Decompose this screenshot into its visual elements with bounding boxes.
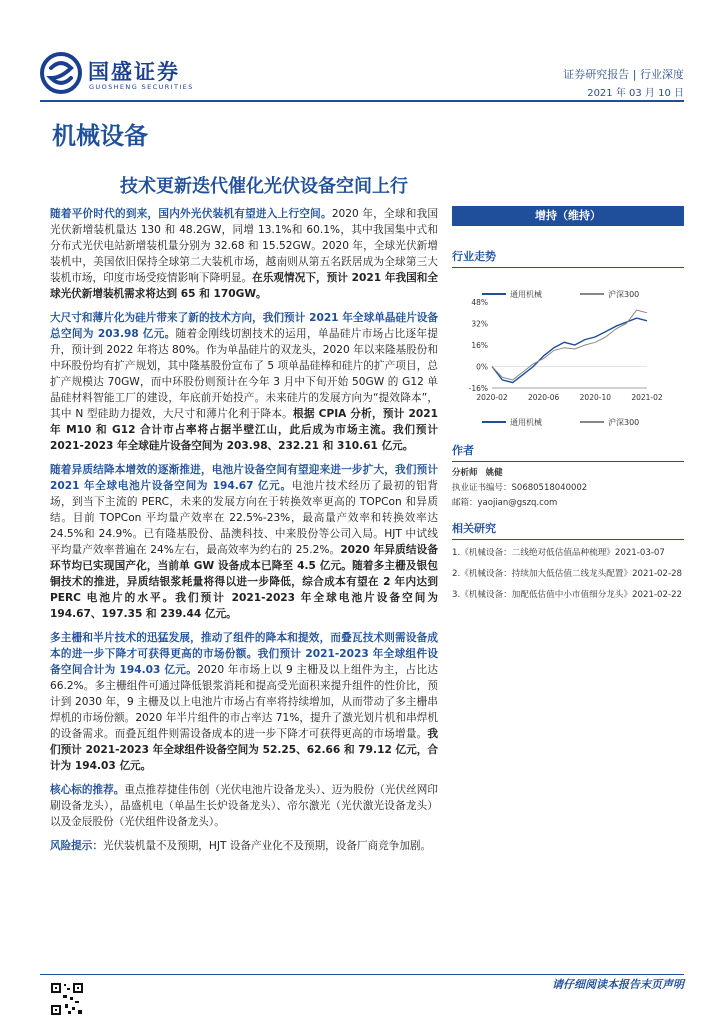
analyst-name-label: 分析师 [452, 468, 478, 478]
y-tick-label: 0% [476, 362, 488, 372]
logo [40, 50, 240, 100]
trend-section [452, 248, 684, 268]
series-line-b [492, 310, 647, 380]
related-item[interactable]: 3.《机械设备：加配低估值中小市值细分龙头》2021-02-22 [452, 590, 683, 600]
legend-label-b: 沪深300 [608, 290, 640, 299]
paragraph-5 [50, 782, 438, 830]
x-tick-label: 2020-06 [527, 393, 560, 402]
footer-divider [40, 974, 684, 975]
analyst-name-row [452, 466, 684, 481]
disclaimer-footer: 请仔细阅读本报告末页声明 [552, 978, 684, 991]
logo-name: 国盛证券 [88, 60, 180, 84]
paragraph-lead: 随着平价时代的到来，国内外光伏装机有望进入上行空间。 [50, 208, 332, 220]
y-tick-label: 16% [471, 341, 488, 350]
paragraph-tail: 在乐观情况下，预计 2021 年我国和全球光伏新增装机需求将达到 65 和 170GW。 [50, 272, 438, 300]
header-divider [40, 100, 684, 102]
paragraph-lead: 大尺寸和薄片化为硅片带来了新的技术方向，我们预计 2021 年全球单晶硅片设备总空间为 203.98 亿元。 [50, 312, 438, 340]
y-tick-label: 48% [471, 298, 488, 307]
paragraph-body: 光伏装机量不及预期，HJT 设备产业化不及预期，设备厂商竞争加剧。 [102, 840, 432, 852]
report-title: 技术更新迭代催化光伏设备空间上行 [120, 176, 408, 197]
analyst-email-row [452, 496, 684, 511]
report-type: 证券研究报告 | 行业深度 [563, 68, 684, 81]
paragraph-body: 2020 年，全球和我国光伏新增装机量达 130 和 48.2GW，同增 13.1%和 60.1%，其中我国集中式和分布式光伏电站新增装机量分别为 32.68 和 15.52GW。2020 年，全球光伏新增装机中，美国依旧保持全球第二大装机市场，越南则从第五名跃居成为全球第三大装机市场，印度市场受疫情影响下降明显。 [50, 208, 439, 284]
cert-number: S0680518040002 [511, 483, 588, 493]
paragraph-body: 重点推荐捷佳伟创（光伏电池片设备龙头）、迈为股份（光伏丝网印刷设备龙头），晶盛机电（单晶生长炉设备龙头）、帝尔激光（光伏激光设备龙头）以及金辰股份（光伏组件设备龙头）。 [50, 784, 439, 828]
trend-chart-svg [452, 288, 684, 428]
qr-code-icon [50, 982, 84, 1016]
paragraph-body: 随着金刚线切割技术的运用，单晶硅片市场占比逐年提升，预计到 2022 年将达 80%。作为单晶硅片的双龙头，2020 年以来隆基股份和中环股份均有扩产规划，其中隆基股份宣布了 5 项单晶硅棒和硅片的扩产项目，总扩产规模达 70GW，而中环股份则预计在今年 3 月中下旬开始 50GW 的 G12 单晶硅材料智能工厂的建设，年底前开始投产。未来硅片的发展方向为“提效降本”，其中 N 型硅助力提效，大尺寸和薄片化利于降本。 [50, 328, 438, 420]
industry-name: 机械设备 [52, 121, 148, 150]
legend-label-b: 沪深300 [608, 418, 640, 427]
rating-badge: 增持（维持） [452, 206, 684, 226]
logo-subtitle: GUOSHENG SECURITIES [89, 83, 194, 91]
paragraph-tail: 2020 年异质结设备环节均已实现国产化，当前单 GW 设备成本已降至 4.5 亿元。随着多主栅及银包铜技术的推进，异质结银浆耗量将得以进一步降低，综合成本有望在 2 年内达到 PERC 电池片的水平。我们预计 2021-2023 年全球电池片设备空间为 194.67、197.35 和 239.44 亿元。 [50, 544, 438, 620]
x-tick-label: 2020-10 [579, 393, 612, 402]
y-tick-label: -16% [468, 384, 488, 393]
paragraph-tail: 根据 CPIA 分析，预计 2021 年 M10 和 G12 合计市占率将占据半壁江山，此后成为市场主流。我们预计 2021-2023 年全球硅片设备空间为 203.98、232.21 和 310.61 亿元。 [50, 408, 438, 452]
report-date: 2021 年 03 月 10 日 [587, 88, 684, 99]
related-item[interactable]: 2.《机械设备：持续加大低估值二线龙头配置》2021-02-28 [452, 569, 683, 579]
paragraph-lead: 风险提示： [50, 840, 103, 852]
chart-series [492, 310, 647, 383]
legend-top [482, 289, 639, 299]
paragraph-6 [50, 838, 438, 854]
trend-chart [452, 288, 684, 428]
company-logo-icon [40, 52, 82, 94]
email-link[interactable]: yaojian@gszq.com [477, 498, 558, 508]
paragraph-body: 2020 年市场上以 9 主栅及以上组件为主，占比达 66.2%。多主栅组件可通过降低银浆消耗和提高受光面积来提升组件的性价比，预计到 2030 年，9 主栅及以上电池片市场占有率将持续增加，从而带动了多主栅串焊机的市场份额。2020 年半片组件的市占率达 71%，提升了激光划片机和串焊机的设备需求。而叠瓦组件则需设备成本的进一步下降才可获得更高的市场增量。 [50, 664, 438, 740]
paragraph-4 [50, 630, 438, 774]
related-title: 相关研究 [452, 520, 684, 540]
paragraph-lead: 核心标的推荐。 [50, 784, 125, 796]
analyst-name: 姚健 [485, 468, 503, 478]
y-tick-label: 32% [471, 319, 488, 329]
x-tick-label: 2021-02 [631, 393, 663, 402]
paragraph-2 [50, 310, 438, 454]
x-tick-label: 2020-02 [476, 393, 508, 402]
analyst-title: 作者 [452, 442, 684, 462]
trend-title: 行业走势 [452, 248, 684, 268]
paragraph-body: 电池片技术经历了最初的铝背场，到当下主流的 PERC，未来的发展方向在于转换效率更高的 TOPCon 和异质结。目前 TOPCon 平均量产效率在 22.5%-23%，最高量产效率和转换效率达 24.5%和 24.9%。已有隆基股份、晶澳科技、中来股份等公司入局。HJT 中试线平均量产效率普遍在 24%左右，最高效率为约右的 25.2%。 [50, 480, 438, 556]
analyst-section [452, 442, 684, 511]
paragraph-tail: 我们预计 2021-2023 年全球组件设备空间为 52.25、62.66 和 79.12 亿元，合计为 194.03 亿元。 [50, 728, 438, 772]
main-column [50, 206, 438, 862]
legend-label-a: 通用机械 [510, 290, 542, 299]
email-label: 邮箱： [452, 498, 478, 508]
paragraph-lead: 随着异质结降本增效的逐渐推进，电池片设备空间有望迎来进一步扩大，我们预计 2021 年全球电池片设备空间为 194.67 亿元。 [50, 464, 438, 492]
legend-label-a: 通用机械 [510, 418, 542, 427]
cert-label: 执业证书编号： [452, 483, 512, 493]
legend-bottom [482, 417, 639, 427]
related-item[interactable]: 1.《机械设备：二线绝对低估值品种梳理》2021-03-07 [452, 548, 665, 558]
related-research [452, 520, 684, 603]
paragraph-lead: 多主栅和半片技术的迅猛发展，推动了组件的降本和提效，而叠瓦技术则需设备成本的进一步下降才可获得更高的市场份额。我们预计 2021-2023 年全球组件设备空间合计为 194.03 亿元。 [50, 632, 438, 676]
paragraph-3 [50, 462, 438, 622]
analyst-cert-row [452, 481, 684, 496]
paragraph-1 [50, 206, 438, 302]
series-line-a [492, 318, 647, 383]
